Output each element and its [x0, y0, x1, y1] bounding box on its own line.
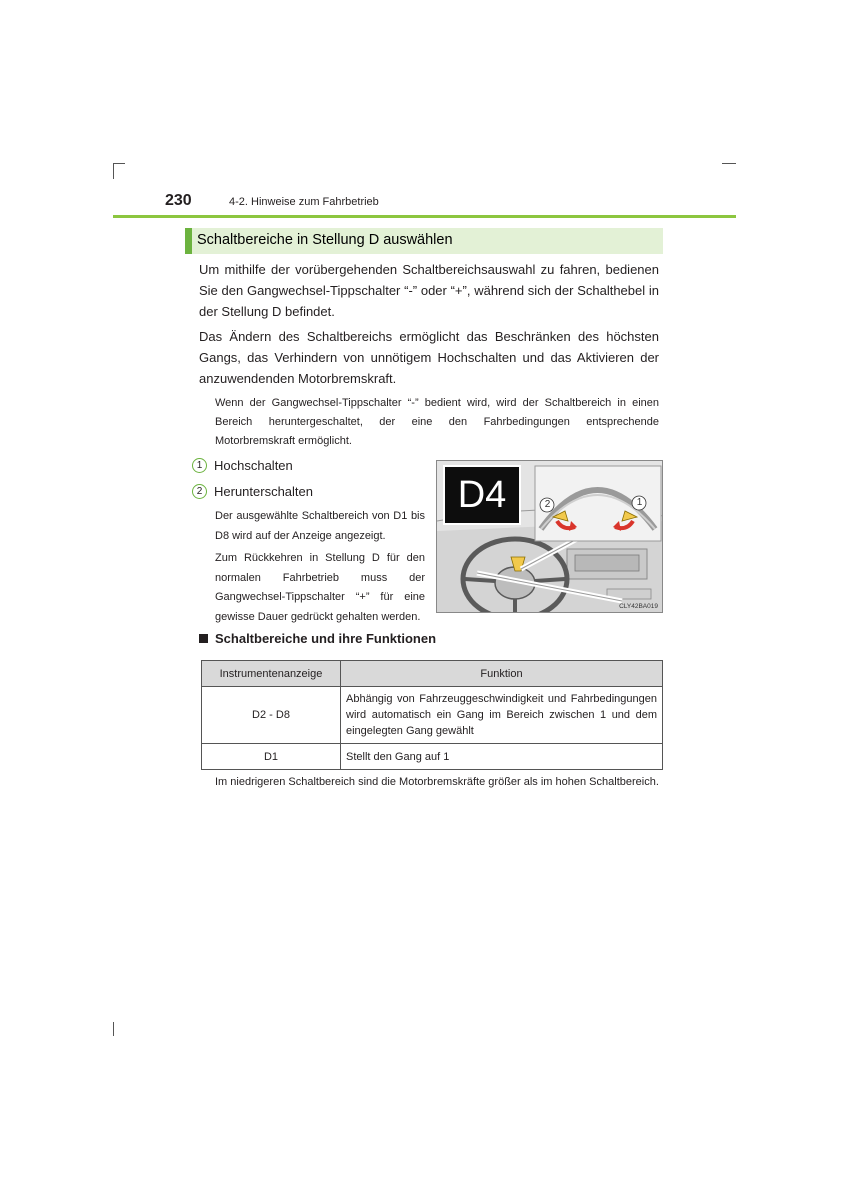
section-title: Schaltbereiche in Stellung D auswählen: [197, 232, 453, 248]
table-row: [202, 744, 663, 770]
ranges-table: [201, 660, 663, 770]
list-item-upshift: [192, 456, 293, 474]
table-cell-function: Stellt den Gang auf 1: [341, 744, 663, 770]
list-item-label: Hochschalten: [214, 457, 293, 473]
list-item-label: Herunterschalten: [214, 483, 313, 499]
crop-mark-top-left-v: [113, 163, 114, 179]
bullet-square-icon: [199, 634, 208, 643]
crop-mark-bottom-left-v: [113, 1022, 114, 1036]
table-cell-function: Abhängig von Fahrzeuggeschwindigkeit und Fahrbedingungen wird automatisch ein Gang im Bereich zwischen 1 und dem eingelegten Gang gewählt: [341, 687, 663, 744]
gear-display-text: D4: [457, 474, 507, 516]
footnote: Im niedrigeren Schaltbereich sind die Motorbremskräfte größer als im hohen Schaltbereich.: [215, 776, 659, 788]
return-to-d-note: Zum Rückkehren in Stellung D für den normalen Fahrbetrieb muss der Gangwechsel-Tippschalter “+” für eine gewisse Dauer gedrückt gehalten werden.: [215, 552, 425, 623]
column-header: Instrumentenanzeige: [202, 661, 341, 687]
table-header-row: [202, 661, 663, 687]
downshift-note: Wenn der Gangwechsel-Tippschalter “-” bedient wird, wird der Schaltbereich in einen Bereich heruntergeschaltet, der eine den Fahrbedingungen entsprechende Motorbremskraft ermöglicht.: [215, 397, 659, 447]
subsection-heading: [199, 631, 436, 646]
subsection-title: Schaltbereiche und ihre Funktionen: [215, 631, 437, 646]
table-cell-display: D2 - D8: [202, 687, 341, 744]
column-header: Funktion: [341, 661, 663, 687]
crop-mark-top-right-h: [722, 163, 736, 164]
callout-number-2: 2: [192, 484, 207, 499]
page-number: 230: [165, 192, 192, 209]
crop-mark-top-left-h: [113, 163, 125, 164]
steering-wheel-illustration: [436, 460, 663, 613]
figure-callout-2: 2: [544, 499, 551, 510]
figure-callout-1: 1: [636, 497, 643, 508]
chapter-title: 4-2. Hinweise zum Fahrbetrieb: [229, 196, 379, 208]
figure-code: CLY42BA019: [619, 603, 658, 610]
range-paragraph: Das Ändern des Schaltbereichs ermöglicht das Beschränken des höchsten Gangs, das Verhindern von unnötigem Hochschalten und das Aktivieren der anzuwendenden Motorbremskraft.: [199, 329, 659, 386]
section-heading-accent: [185, 228, 192, 254]
table-cell-display: D1: [202, 744, 341, 770]
display-range-note: Der ausgewählte Schaltbereich von D1 bis D8 wird auf der Anzeige angezeigt.: [215, 510, 425, 542]
section-heading: [185, 228, 663, 254]
callout-number-1: 1: [192, 458, 207, 473]
intro-paragraph: Um mithilfe der vorübergehenden Schaltbereichsauswahl zu fahren, bedienen Sie den Gangwechsel-Tippschalter “-” oder “+”, während sich der Schalthebel in der Stellung D befindet.: [199, 262, 659, 319]
header-rule: [113, 215, 736, 218]
table-row: [202, 687, 663, 744]
list-item-downshift: [192, 482, 313, 500]
